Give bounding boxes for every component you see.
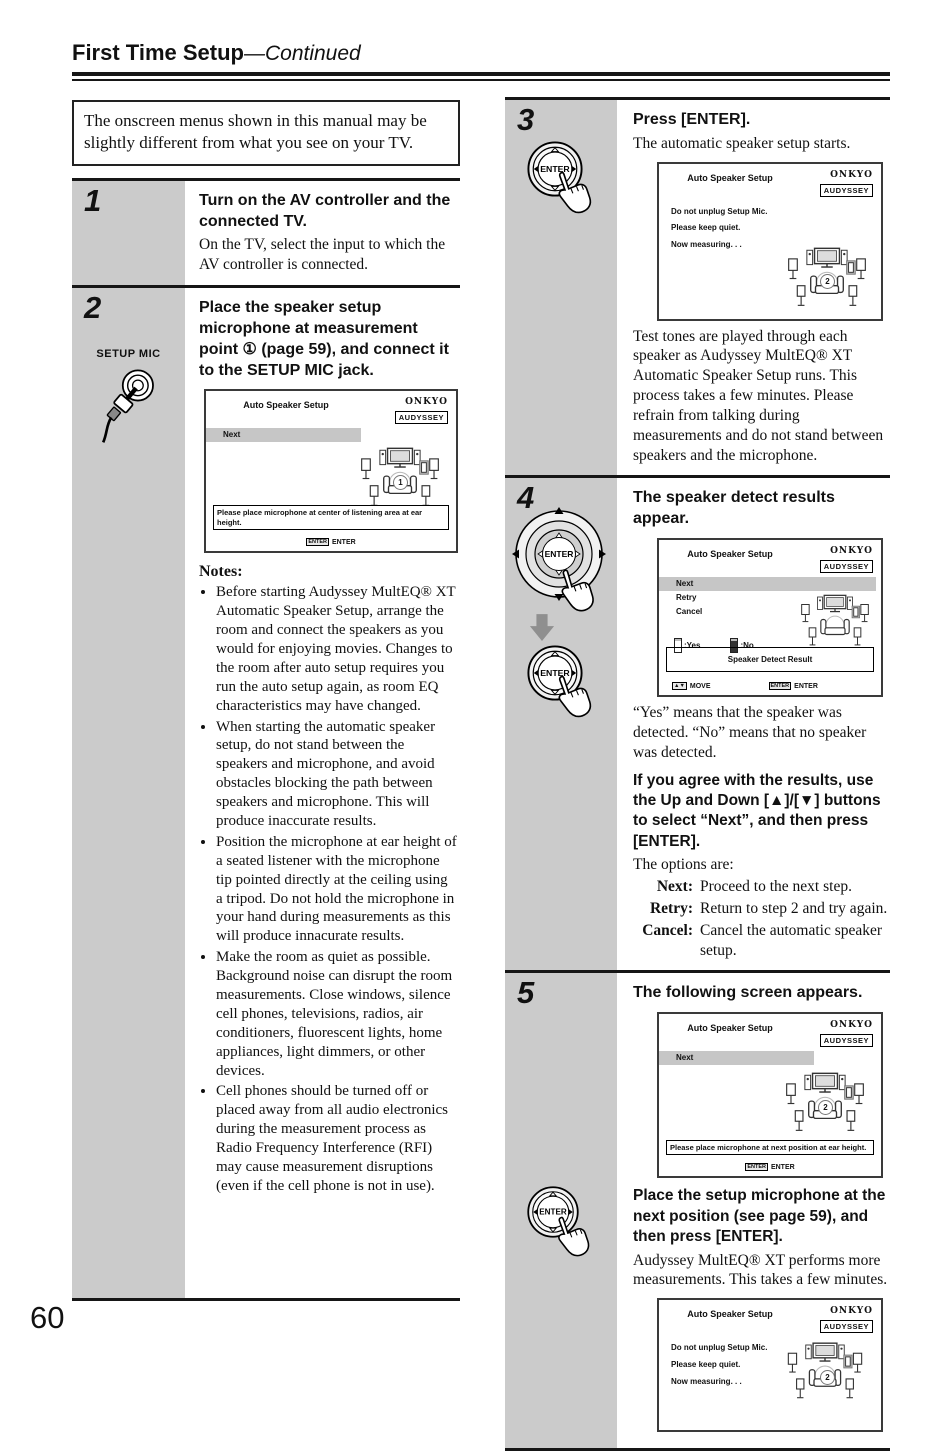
menu-item-next[interactable]: Next — [206, 428, 361, 442]
audyssey-logo: AUDYSSEY — [820, 1320, 873, 1333]
enter-key-label: ENTER — [770, 1164, 795, 1172]
step-2-number: 2 — [84, 290, 102, 326]
audyssey-logo: AUDYSSEY — [820, 1034, 873, 1047]
step-5 — [505, 970, 890, 1448]
tv-screen-step5b — [657, 1298, 883, 1432]
step-3 — [505, 97, 890, 475]
step-3-sidebar — [505, 100, 617, 475]
screen-line: Do not unplug Setup Mic. — [671, 206, 768, 216]
screen-message: Please place microphone at center of listening area at ear height. — [213, 505, 449, 531]
notes-list — [199, 583, 458, 1196]
menu-item-cancel[interactable]: Cancel — [676, 607, 703, 617]
updown-key-icon: ▲▼ — [674, 683, 685, 690]
page-header — [72, 40, 890, 81]
screen-message: Please place microphone at next position at ear height. — [666, 1140, 874, 1156]
step-1-sidebar — [72, 181, 185, 285]
step-2 — [72, 285, 460, 1298]
tv-screen-step4 — [657, 538, 883, 697]
screen-title: Auto Speaker Setup — [687, 1309, 773, 1320]
step-1-body: On the TV, select the input to which the AV controller is connected. — [199, 236, 446, 274]
enter-key-icon: ENTER — [747, 1164, 766, 1171]
screen-line: Please keep quiet. — [671, 1360, 741, 1370]
speaker-detect-result-label: Speaker Detect Result — [666, 647, 874, 672]
step-5-sidebar — [505, 973, 617, 1448]
enter-button-icon — [526, 140, 596, 232]
enter-key-icon: ENTER — [308, 539, 327, 546]
pointing-hand-icon — [548, 1212, 595, 1264]
enter-key-label: ENTER — [331, 539, 356, 547]
note-item: • Position the microphone at ear height of a seated listener with the microphone tip pointed directly at the ceiling using a tripod. Do not hold the microphone in your hand during measurements as this will produce innacurate results. — [216, 833, 458, 946]
pointing-hand-icon — [548, 671, 597, 725]
header-rule — [72, 72, 890, 81]
onkyo-logo: ONKYO — [830, 1020, 873, 1031]
move-label: MOVE — [689, 683, 711, 691]
onkyo-logo: ONKYO — [405, 397, 448, 408]
measurement-point-marker: 2 — [820, 1370, 835, 1385]
speaker-layout-diagram — [781, 247, 873, 311]
tv-screen-step2 — [204, 389, 458, 553]
left-column — [72, 100, 460, 1301]
notes-heading: Notes: — [199, 563, 243, 581]
note-item: • Make the room as quiet as possible. Background noise can disrupt the room measurements. Close windows, silence cell phones, televisions, radios, air conditioners, fluorescent lights, home appliances, light dimmers, or other devices. — [216, 948, 458, 1080]
onkyo-logo: ONKYO — [830, 169, 873, 180]
speaker-layout-diagram — [779, 1072, 871, 1136]
step-4-body1: “Yes” means that the speaker was detected. “No” means that no speaker was detected. — [633, 704, 867, 761]
note-item: • Cell phones should be turned off or placed away from all audio electronics during the measurement process as Radio Frequency Interference (RFI) may cause measurement disruptions (even if the cell phone is not in use). — [216, 1082, 458, 1195]
step-4-instruction: If you agree with the results, use the Up and Down [▲]/[▼] buttons to select “Next”, and then press [ENTER]. — [633, 771, 881, 850]
page-number: 60 — [30, 1300, 65, 1335]
screen-line: Do not unplug Setup Mic. — [671, 1343, 768, 1353]
step-4-sidebar — [505, 478, 617, 970]
screen-title: Auto Speaker Setup — [687, 549, 773, 560]
steps-left — [72, 178, 460, 1301]
enter-button-icon — [526, 1185, 596, 1277]
step-4 — [505, 475, 890, 970]
measurement-point-marker: 2 — [820, 274, 835, 289]
audyssey-logo: AUDYSSEY — [820, 560, 873, 573]
enter-button-icon — [526, 644, 596, 736]
step-1 — [72, 178, 460, 285]
speaker-layout-diagram — [781, 1342, 873, 1406]
note-item: • When starting the automatic speaker setup, do not stand between the speakers and microphone, and avoid obstacles blocking the path between speakers and microphone. This will produce inaccurate results. — [216, 718, 458, 831]
option-desc: Proceed to the next step. — [700, 878, 852, 896]
step-5-content — [617, 973, 890, 1448]
screen-footer — [206, 538, 456, 546]
step-2-content — [185, 288, 460, 1298]
menu-item-next[interactable]: Next — [659, 1051, 814, 1065]
step-5-instruction: Place the setup microphone at the next position (see page 59), and then press [ENTER]. — [633, 1187, 886, 1246]
option-retry — [633, 899, 890, 919]
page-title: First Time Setup — [72, 40, 244, 65]
option-desc: Cancel the automatic speaker setup. — [700, 921, 883, 959]
note-item: • Before starting Audyssey MultEQ® XT Automatic Speaker Setup, arrange the room and connect the speakers as you would for enjoying movies. Changes to the room after auto setup requires you run the auto setup again, as room EQ characteristics may have changed. — [216, 583, 458, 715]
screen-footer — [672, 682, 875, 690]
step-4-number: 4 — [517, 480, 535, 516]
step-5-body: Audyssey MultEQ® XT performs more measurements. This takes a few minutes. — [633, 1251, 888, 1289]
measurement-point-marker: 1 — [393, 475, 408, 490]
option-term: Retry: — [649, 899, 693, 917]
menu-item-retry[interactable]: Retry — [676, 593, 697, 603]
screen-title: Auto Speaker Setup — [687, 172, 773, 183]
screen-footer — [659, 1163, 881, 1171]
step-1-content — [185, 181, 460, 285]
room-diagram-icon — [795, 594, 875, 650]
legend-yes-label: :Yes — [684, 641, 701, 651]
speaker-layout-diagram — [354, 447, 446, 511]
enter-key-icon: ENTER — [770, 683, 790, 690]
option-cancel — [633, 921, 890, 961]
audyssey-logo: AUDYSSEY — [820, 184, 873, 197]
screen-title: Auto Speaker Setup — [687, 1023, 773, 1034]
step-1-title: Turn on the AV controller and the connected TV. — [199, 191, 451, 230]
onkyo-logo: ONKYO — [830, 546, 873, 557]
down-arrow-icon — [529, 614, 555, 642]
intro-note-box — [72, 100, 460, 166]
options-list — [633, 877, 890, 960]
step-3-title: Press [ENTER]. — [633, 111, 751, 128]
step-4-content — [617, 478, 890, 970]
step-2-title: Place the speaker setup microphone at measurement point ① (page 59), and connect it to the SETUP MIC jack. — [199, 299, 449, 379]
step-3-content — [617, 100, 890, 475]
step-5-title: The following screen appears. — [633, 984, 863, 1002]
step-3-number: 3 — [517, 102, 535, 137]
step-2-sidebar — [72, 288, 185, 1298]
option-term: Cancel: — [642, 921, 693, 939]
step-4-options-intro: The options are: — [633, 856, 734, 874]
right-column — [505, 97, 890, 1451]
step-4-title: The speaker detect results appear. — [633, 489, 835, 528]
audyssey-logo: AUDYSSEY — [395, 411, 448, 424]
setup-mic-jack-icon — [97, 362, 161, 448]
screen-line: Please keep quiet. — [671, 223, 741, 233]
step-5-number: 5 — [517, 975, 535, 1011]
option-next — [633, 877, 890, 897]
option-desc: Return to step 2 and try again. — [700, 899, 888, 917]
option-term: Next: — [656, 878, 693, 896]
pointing-hand-icon — [551, 565, 599, 618]
onkyo-logo: ONKYO — [830, 1306, 873, 1317]
step-3-body2: Test tones are played through each speaker as Audyssey MultEQ® XT Automatic Speaker Setup runs. This process takes a few minutes. Please refrain from talking during measurements and do not stand between speakers and the microphone. — [633, 327, 884, 464]
enter-key-label: ENTER — [794, 683, 818, 691]
legend-no-label: :No — [740, 641, 754, 651]
screen-line: Now measuring. . . — [671, 240, 742, 250]
screen-line: Now measuring. . . — [671, 1376, 742, 1386]
page-title-suffix: —Continued — [243, 42, 361, 65]
step-1-number: 1 — [84, 182, 102, 218]
menu-item-next[interactable]: Next — [659, 577, 876, 591]
measurement-point-marker: 2 — [818, 1100, 833, 1115]
step-3-body: The automatic speaker setup starts. — [633, 134, 851, 152]
pointing-hand-icon — [548, 166, 597, 220]
tv-screen-step3 — [657, 162, 883, 321]
screen-title: Auto Speaker Setup — [243, 400, 329, 411]
intro-note-text: The onscreen menus shown in this manual may be slightly different from what you see on your TV. — [84, 111, 427, 153]
setup-mic-label: SETUP MIC — [96, 348, 161, 361]
tv-screen-step5a — [657, 1012, 883, 1178]
dpad-icon — [511, 506, 611, 656]
